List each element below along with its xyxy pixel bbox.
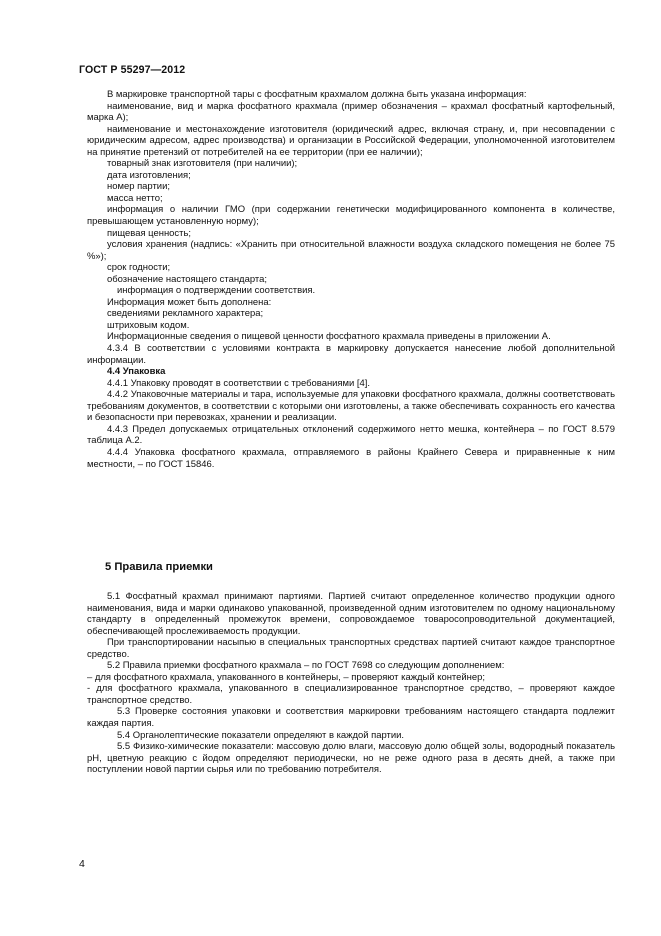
clause-4-3-4: 4.3.4 В соответствии с условиями контракта в маркировку допускается нанесение любой дополнительной информации. (87, 343, 615, 366)
clause-5-2: 5.2 Правила приемки фосфатного крахмала – по ГОСТ 7698 со следующим дополнением: (107, 660, 505, 672)
document-header: ГОСТ Р 55297—2012 (79, 64, 186, 76)
list-item: – для фосфатного крахмала, упакованного в контейнеры, – проверяют каждый контейнер; (87, 671, 485, 683)
paragraph: обозначение настоящего стандарта; (107, 273, 267, 285)
clause-4-4-1: 4.4.1 Упаковку проводят в соответствии с требованиями [4]. (107, 377, 371, 389)
clause-5-1: 5.1 Фосфатный крахмал принимают партиями. Партией считают определенное количество продукции одного наименования, вида и марки одинаково упакованной, произведенной одним изготовителем по одному национальному стандарту в определенный промежуток времени, сопровождаемое товаросопроводительной документацией, обеспечивающей прослеживаемость продукции. (87, 591, 615, 637)
paragraph: пищевая ценность; (107, 227, 191, 239)
clause-5-3: 5.3 Проверке состояния упаковки и соответствия маркировки требованиям настоящего стандарта подлежит каждая партия. (87, 706, 615, 730)
paragraph: масса нетто; (107, 192, 163, 204)
clause-5-5: 5.5 Физико-химические показатели: массовую долю влаги, массовую долю общей золы, водородный показатель рН, цветную реакцию с йодом определяют периодически, но не реже одного раза в десять дней, а также при поступлении новой партии сырья или по требованию потребителя. (87, 741, 615, 776)
clause-4-4-4: 4.4.4 Упаковка фосфатного крахмала, отправляемого в районы Крайнего Севера и приравненные к ним местности, – по ГОСТ 15846. (87, 446, 615, 470)
paragraph: условия хранения (надпись: «Хранить при относительной влажности воздуха складского помещения не более 75 %»); (87, 239, 615, 262)
paragraph: информация о наличии ГМО (при содержании генетически модифицированного компонента в количестве, превышающем установленную норму); (87, 204, 615, 228)
paragraph: номер партии; (107, 181, 170, 193)
paragraph: сведениями рекламного характера; (107, 308, 264, 320)
paragraph: штриховым кодом. (107, 319, 190, 331)
paragraph: В маркировке транспортной тары с фосфатным крахмалом должна быть указана информация: (107, 89, 527, 100)
paragraph: дата изготовления; (107, 169, 191, 181)
paragraph: наименование, вид и марка фосфатного крахмала (пример обозначения – крахмал фосфатный картофельный, марка А); (87, 100, 615, 124)
acceptance-rules-text (87, 591, 615, 776)
paragraph: товарный знак изготовителя (при наличии); (107, 158, 298, 170)
clause-4-4-3: 4.4.3 Предел допускаемых отрицательных отклонений содержимого нетто мешка, контейнера – по ГОСТ 8.579 таблица А.2. (87, 423, 615, 447)
paragraph: срок годности; (107, 262, 171, 274)
paragraph: Информация может быть дополнена: (107, 296, 272, 308)
list-item: - для фосфатного крахмала, упакованного в специализированное транспортное средство, – проверяют каждое транспортное средство. (87, 683, 615, 706)
paragraph: наименование и местонахождение изготовителя (юридический адрес, включая страну, и, при несовпадении с юридическим адресом, адрес производства) и организации в Российской Федерации, уполномоченной изготовителем на принятие претензий от потребителей на ее территории (при ее наличии); (87, 123, 615, 158)
clause-4-4-2: 4.4.2 Упаковочные материалы и тара, используемые для упаковки фосфатного крахмала, должны соответствовать требованиям документов, в соответствии с которыми они изготовлены, а также обеспечивать сохранность его качества и безопасности при перевозках, хранении и реализации. (87, 389, 615, 424)
subsection-title-4-4: 4.4 Упаковка (107, 366, 166, 378)
section-title-5: 5 Правила приемки (105, 561, 213, 573)
paragraph: информация о подтверждении соответствия. (117, 285, 316, 297)
page-number: 4 (79, 858, 85, 870)
marking-and-packaging-text (87, 89, 615, 470)
paragraph: Информационные сведения о пищевой ценности фосфатного крахмала приведены в приложении А. (107, 331, 551, 343)
clause-5-4: 5.4 Органолептические показатели определяют в каждой партии. (117, 729, 405, 741)
paragraph: При транспортировании насыпью в специальных транспортных средствах партией считают каждое транспортное средство. (87, 637, 615, 660)
